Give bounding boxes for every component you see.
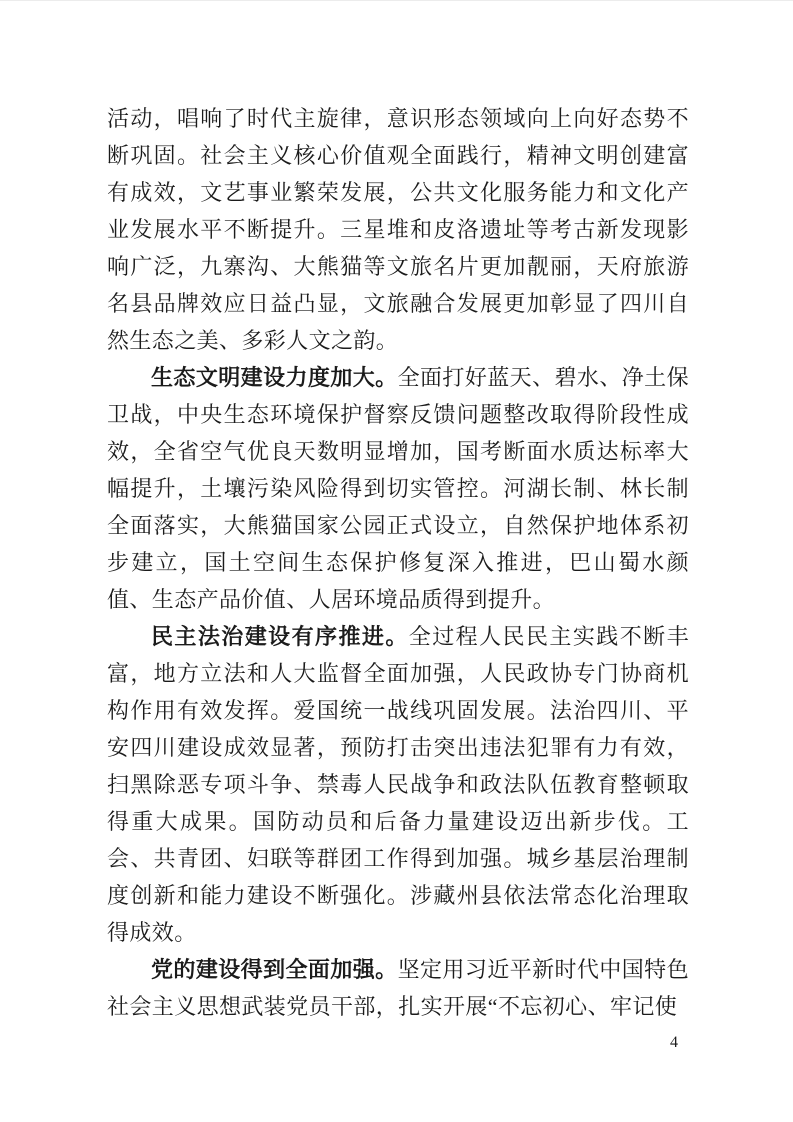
paragraph-lead: 生态文明建设力度加大。 [151,365,398,390]
paragraph [107,359,689,618]
paragraph-text: 坚定用习近平新时代中国特色社会主义思想武装党员干部，扎实开展“不忘初心、牢记使 [107,957,689,1019]
paragraph-text: 活动，唱响了时代主旋律，意识形态领域向上向好态势不断巩固。社会主义核心价值观全面践行，精神文明创建富有成效，文艺事业繁荣发展，公共文化服务能力和文化产业发展水平不断提升。三星堆和皮洛遗址等考古新发现影响广泛，九寨沟、大熊猫等文旅名片更加靓丽，天府旅游名县品牌效应日益凸显，文旅融合发展更加彰显了四川自然生态之美、多彩人文之韵。 [107,106,689,353]
document-content [107,100,689,1025]
paragraph-text: 全面打好蓝天、碧水、净土保卫战，中央生态环境保护督察反馈问题整改取得阶段性成效，全省空气优良天数明显增加，国考断面水质达标率大幅提升，土壤污染风险得到切实管控。河湖长制、林长制全面落实，大熊猫国家公园正式设立，自然保护地体系初步建立，国土空间生态保护修复深入推进，巴山蜀水颜值、生态产品价值、人居环境品质得到提升。 [107,365,689,612]
paragraph-lead: 民主法治建设有序推进。 [151,624,409,649]
page-number: 4 [670,1034,678,1051]
paragraph [107,618,689,951]
paragraph [107,100,689,359]
paragraph-text: 全过程人民民主实践不断丰富，地方立法和人大监督全面加强，人民政协专门协商机构作用有效发挥。爱国统一战线巩固发展。法治四川、平安四川建设成效显著，预防打击突出违法犯罪有力有效，扫黑除恶专项斗争、禁毒人民战争和政法队伍教育整顿取得重大成果。国防动员和后备力量建设迈出新步伐。工会、共青团、妇联等群团工作得到加强。城乡基层治理制度创新和能力建设不断强化。涉藏州县依法常态化治理取得成效。 [107,624,689,945]
paragraph-lead: 党的建设得到全面加强。 [151,957,398,982]
paragraph [107,951,689,1025]
